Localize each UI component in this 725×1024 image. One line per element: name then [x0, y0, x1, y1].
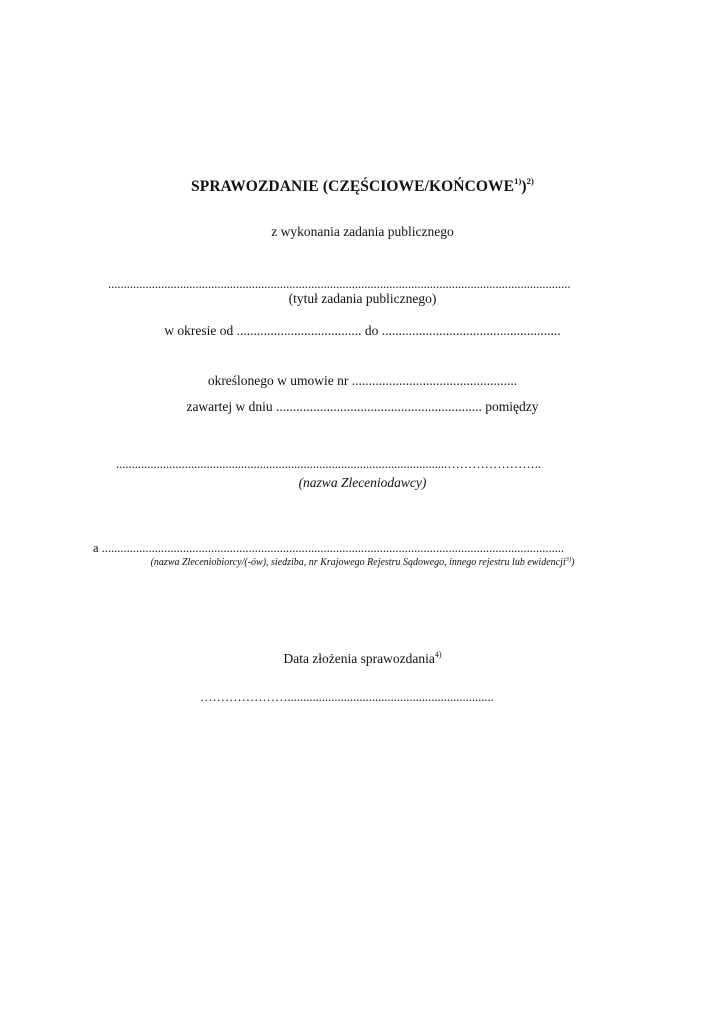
- contract-number-field[interactable]: określonego w umowie nr .................................................: [207, 373, 518, 388]
- title-footnote-2: 2): [526, 176, 534, 186]
- principal-name-field[interactable]: ..........................................................................................................…………………..: [116, 457, 541, 471]
- submission-label-text: Data złożenia sprawozdania: [283, 651, 435, 666]
- contractor-caption: [0, 557, 725, 568]
- contractor-caption-text: (nazwa Zleceniobiorcy/(-ów), siedziba, nr Krajowego Rejestru Sądowego, innego rejestru lub ewidencji: [150, 557, 566, 568]
- contractor-caption-close: ): [571, 557, 575, 568]
- submission-date-label: [0, 651, 725, 667]
- title-close-paren: ): [521, 178, 527, 195]
- submission-footnote: 4): [434, 650, 442, 659]
- contractor-footnote: 3): [565, 556, 572, 563]
- principal-caption: (nazwa Zleceniodawcy): [298, 475, 427, 490]
- report-subtitle: z wykonania zadania publicznego: [271, 224, 454, 239]
- task-title-field[interactable]: ....................................................................................................................................................: [108, 277, 571, 291]
- report-title-text: SPRAWOZDANIE (CZĘŚCIOWE/KOŃCOWE: [191, 178, 515, 195]
- report-title: [0, 178, 725, 196]
- contract-date-field[interactable]: zawartej w dniu ............................................................. pomiędzy: [186, 399, 539, 414]
- period-field[interactable]: w okresie od ..................................... do .....................................................: [164, 323, 561, 338]
- contractor-name-field[interactable]: a ....................................................................................................................................................: [93, 541, 565, 555]
- title-footnote-1: 1): [514, 176, 522, 186]
- task-title-caption: (tytuł zadania publicznego): [288, 291, 437, 306]
- submission-date-field[interactable]: …………………..................................................................: [200, 690, 494, 704]
